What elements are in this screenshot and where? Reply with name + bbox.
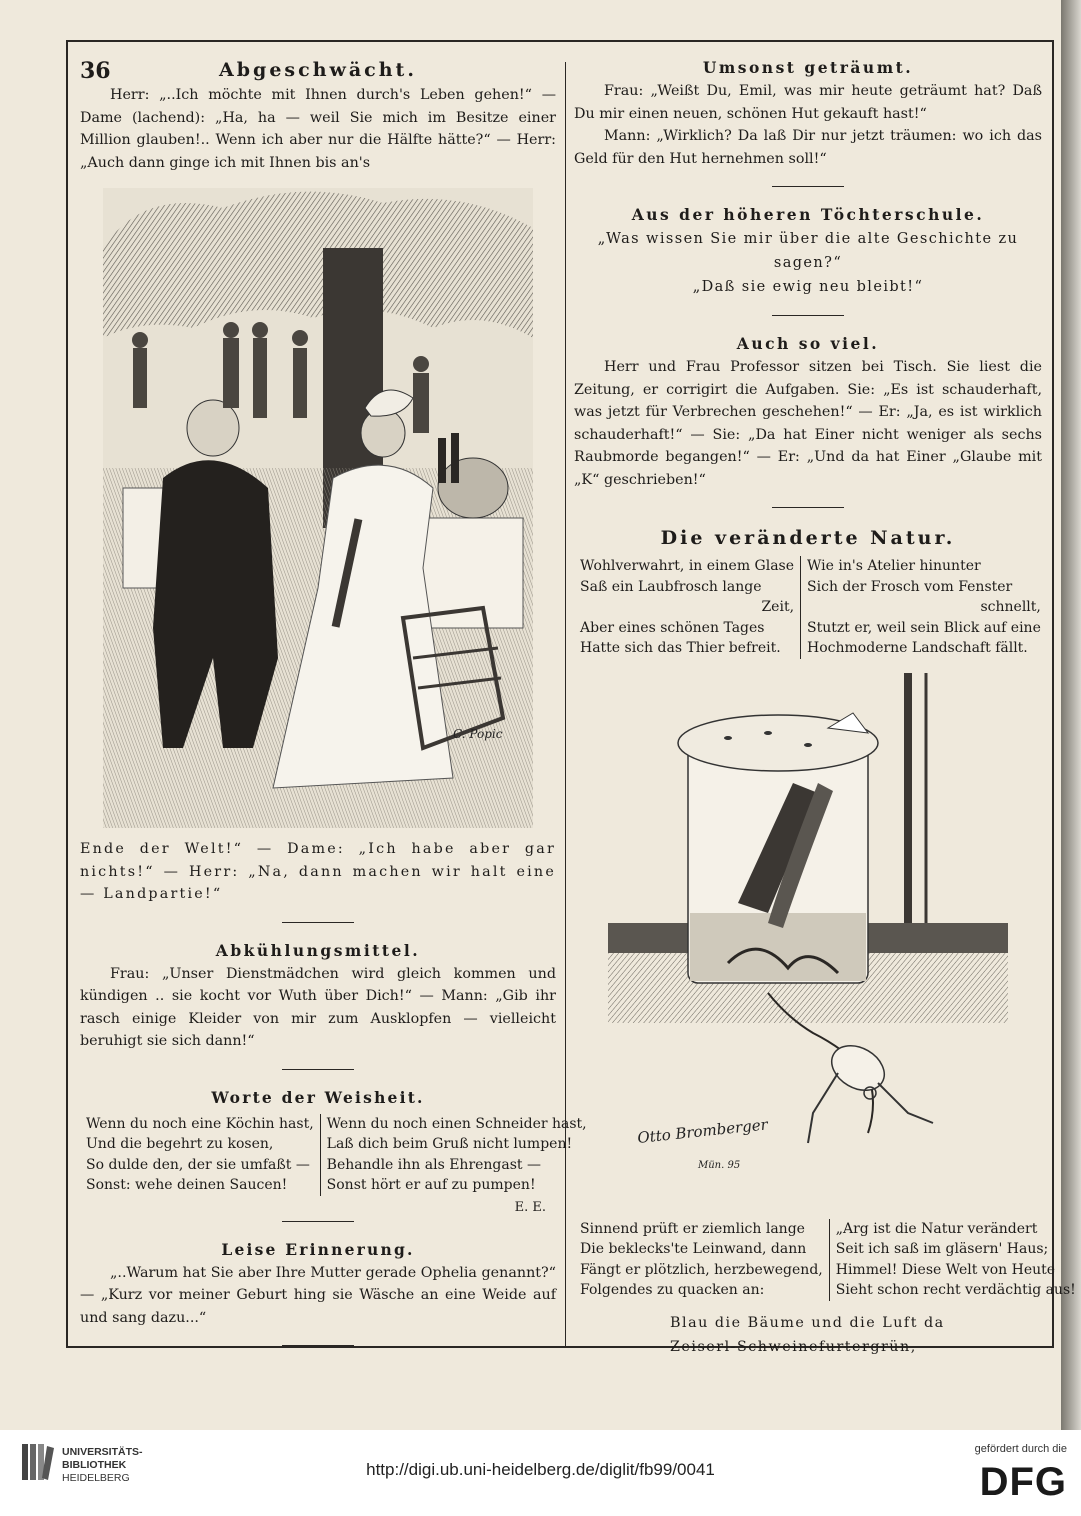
section-rule	[772, 507, 844, 508]
stanza	[574, 1219, 829, 1301]
article-title: Abkühlungsmittel.	[215, 940, 421, 960]
verse-line: Sonst: wehe deinen Saucen!	[86, 1177, 288, 1193]
verse-final	[574, 1311, 1042, 1359]
svg-text:Otto Bromberger: Otto Bromberger	[636, 1114, 769, 1147]
stanza	[800, 556, 1047, 659]
article-title: Aus der höheren Töchterschule.	[631, 205, 985, 224]
permalink-url[interactable]: http://digi.ub.uni-heidelberg.de/diglit/fb99/0041	[366, 1460, 715, 1479]
verse-line: Hochmoderne Landschaft fällt.	[807, 640, 1028, 656]
verse-line: Wohlverwahrt, in einem Glase	[580, 558, 795, 574]
page-number: 36	[80, 58, 111, 84]
article-text: Frau: „Unser Dienstmädchen wird gleich kommen und kündigen .. sie kocht vor Wuth über Dich!“ — Mann: „Gib ihr rasch einige Kleider von mir zum Ausklopfen — vielleicht beruhigt sie sich dann!“	[80, 965, 556, 1049]
article-auch-so-viel	[574, 332, 1042, 491]
verse-line: Sieht schon recht verdächtig aus!	[835, 1282, 1076, 1298]
article-text: Mann: „Wirklich? Da laß Dir nur jetzt träumen: wo ich das Geld für den Hut hernehmen soll!“	[574, 128, 1042, 167]
verse-line: schnellt,	[980, 599, 1041, 615]
stanza	[574, 556, 800, 659]
verse	[80, 1114, 587, 1196]
article-die-veraenderte-natur	[574, 524, 1076, 1359]
verse-line: Sich der Frosch vom Fenster	[807, 578, 1013, 595]
stanza	[320, 1114, 593, 1196]
verse-line: Seit ich saß im gläsern' Haus;	[835, 1241, 1049, 1257]
verse-line: Hatte sich das Thier befreit.	[580, 640, 781, 656]
article-text: Herr: „..Ich möchte mit Ihnen durch's Leben gehen!“ — Dame (lachend): „Ha, ha — weil Sie mich im Besitze einer Million glauben!.. Wenn ich aber nur die Hälfte hätte?“ — Herr: „Auch dann ginge ich mit Ihnen bis an's	[80, 87, 556, 171]
library-name-line: UNIVERSITÄTS-	[62, 1446, 143, 1458]
verse-line: Zeiserl-Schweinefurtergrün,	[670, 1338, 917, 1355]
page-edge	[1061, 0, 1081, 1430]
article-title: Umsonst geträumt.	[702, 58, 914, 77]
verse-line: Folgendes zu quacken an:	[580, 1282, 765, 1298]
funded-by-text: gefördert durch die	[974, 1443, 1067, 1455]
section-rule	[282, 1069, 354, 1070]
section-rule	[282, 922, 354, 923]
library-name-line: BIBLIOTHEK	[62, 1459, 127, 1471]
article-worte-der-weisheit	[80, 1086, 587, 1215]
dfg-logo: DFG	[979, 1460, 1067, 1504]
article-title: Die veränderte Natur.	[660, 527, 956, 549]
section-rule	[282, 1221, 354, 1222]
verse-line: Behandle ihn als Ehrengast —	[326, 1156, 542, 1173]
section-rule	[772, 186, 844, 187]
verse-line: Wenn du noch eine Köchin hast,	[86, 1115, 314, 1132]
left-column	[80, 56, 587, 1362]
couple-illustration	[103, 188, 533, 828]
article-toechterschule	[574, 203, 1042, 299]
article-title: Worte der Weisheit.	[211, 1087, 425, 1107]
article-text: „..Warum hat Sie aber Ihre Mutter gerade Ophelia genannt?“ — „Kurz vor meiner Geburt hing sie Wäsche an eine Weide auf und sang dazu...“	[80, 1264, 556, 1326]
couple-illustration-drawing	[103, 188, 533, 828]
verse	[574, 556, 1042, 659]
stanza	[829, 1219, 1081, 1301]
article-text: Herr und Frau Professor sitzen bei Tisch. Sie liest die Zeitung, er corrigirt die Aufgaben. Sie: „Es ist schauderhaft, was jetzt für Verbrechen geschehen!“ — Er: „Ja, es ist wirklich schauderhaft!“ — Sie: „Da hat Einer nicht weniger als sechs Raubmorde begangen!“ — Er: „Und da hat Einer „Glaube mit „K“ geschrieben!“	[574, 359, 1042, 488]
frog-jar-drawing	[608, 673, 1008, 1209]
article-abkuehlungsmittel	[80, 939, 556, 1053]
library-name-line: HEIDELBERG	[62, 1472, 130, 1484]
article-abgeschwaecht	[80, 56, 556, 906]
verse-line: Und die begehrt zu kosen,	[86, 1136, 274, 1152]
section-rule	[282, 1345, 354, 1346]
verse-line: Die beklecks'te Leinwand, dann	[580, 1241, 807, 1257]
verse-line: Blau die Bäume und die Luft da	[670, 1314, 945, 1331]
article-title: Auch so viel.	[736, 334, 880, 353]
svg-text:Mün. 95: Mün. 95	[698, 1159, 741, 1171]
verse-line: „Arg ist die Natur verändert	[835, 1220, 1038, 1237]
article-title: Leise Erinnerung.	[221, 1239, 415, 1259]
dialogue-line: „Was wissen Sie mir über die alte Geschichte zu sagen?“	[597, 231, 1019, 271]
article-text: Ende der Welt!“ — Dame: „Ich habe aber gar nichts!“ — Herr: „Na, dann machen wir halt eine — Landpartie!“	[80, 841, 556, 902]
verse-line: Stutzt er, weil sein Blick auf eine	[807, 619, 1041, 636]
verse	[574, 1219, 1076, 1301]
verse-line: Himmel! Diese Welt von Heute	[835, 1261, 1056, 1278]
verse-line: Aber eines schönen Tages	[580, 619, 765, 636]
article-umsonst-getraeumt	[574, 56, 1042, 170]
verse-line: Fängt er plötzlich, herzbewegend,	[580, 1261, 823, 1278]
verse-line: Saß ein Laubfrosch lange	[580, 578, 762, 595]
verse-line: Wie in's Atelier hinunter	[807, 558, 981, 574]
article-title: Abgeschwächt.	[219, 59, 417, 81]
svg-text:C. Popic: C. Popic	[453, 727, 503, 741]
verse-line: Laß dich beim Gruß nicht lumpen!	[326, 1136, 573, 1152]
stanza	[80, 1114, 320, 1196]
verse-line: Sonst hört er auf zu pumpen!	[326, 1177, 536, 1193]
right-column	[574, 56, 1076, 1359]
frog-jar-illustration	[608, 673, 1008, 1209]
article-leise-erinnerung	[80, 1238, 556, 1330]
verse-line: So dulde den, der sie umfaßt —	[86, 1156, 310, 1173]
verse-line: Sinnend prüft er ziemlich lange	[580, 1220, 805, 1237]
article-text: Frau: „Weißt Du, Emil, was mir heute geträumt hat? Daß Du mir einen neuen, schönen Hut gekauft hast!“	[574, 83, 1042, 122]
dialogue-line: „Daß sie ewig neu bleibt!“	[692, 279, 924, 295]
section-rule	[772, 315, 844, 316]
verse-line: Wenn du noch einen Schneider hast,	[326, 1115, 587, 1132]
verse-line: Zeit,	[761, 599, 795, 615]
author-signature: E. E.	[514, 1199, 546, 1215]
